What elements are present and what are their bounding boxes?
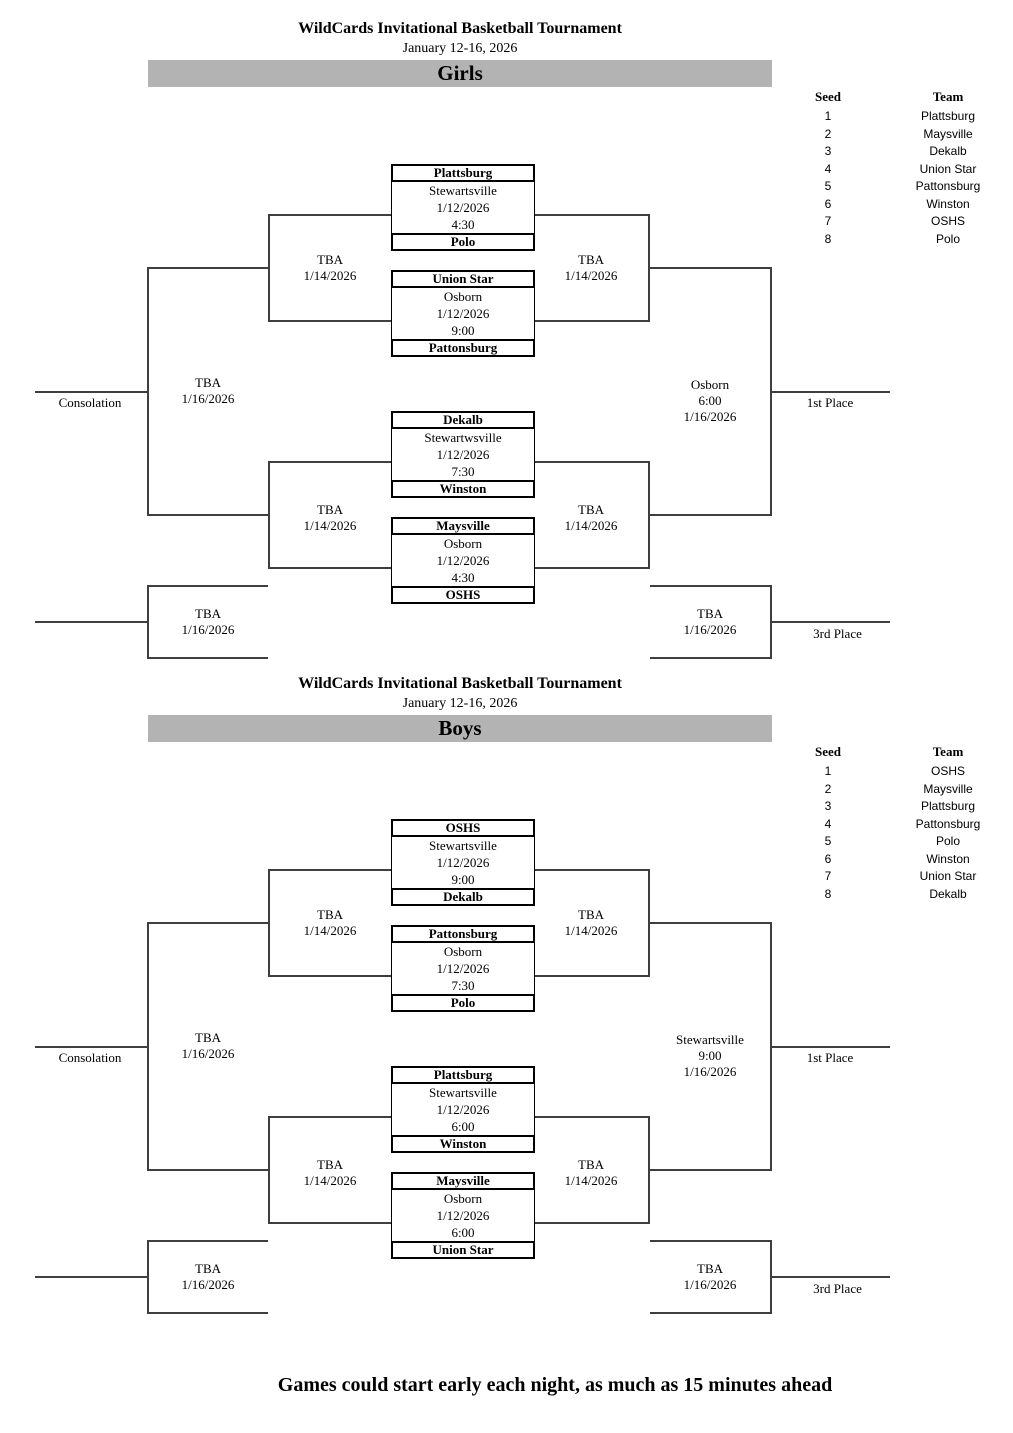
semifinal-label-right-top: [533, 907, 649, 939]
bracket-line: [535, 975, 650, 977]
bracket-line: [35, 1276, 149, 1278]
game-box: [391, 925, 535, 1012]
seed-number: 1: [824, 764, 832, 778]
seed-number: 6: [824, 196, 832, 211]
consolation-final-label: [149, 375, 267, 407]
bottom-team-bar: Dekalb: [391, 888, 535, 906]
seed-row: [783, 886, 1013, 904]
bracket-line: [147, 922, 268, 924]
game-date: 1/16/2026: [181, 1046, 235, 1061]
game-info: [391, 1190, 535, 1241]
division-banner: [148, 715, 772, 742]
bracket-line: [770, 621, 890, 623]
game-date: 1/16/2026: [181, 622, 235, 637]
top-team-bar: Maysville: [391, 517, 535, 535]
seed-row: [783, 798, 1013, 816]
seed-number: 5: [824, 834, 832, 848]
game-date: 1/12/2026: [436, 1102, 490, 1117]
fifth-place-game-label: [149, 1261, 267, 1293]
seed-team: Dekalb: [929, 886, 967, 901]
tournament-dates: January 12-16, 2026: [402, 696, 518, 711]
bracket-line: [650, 1169, 772, 1171]
bracket-line: [650, 1240, 772, 1242]
game-venue: Osborn: [690, 377, 730, 392]
seed-team: Union Star: [919, 869, 977, 883]
bracket-line: [268, 1116, 391, 1118]
bottom-team-bar: Pattonsburg: [391, 339, 535, 357]
game-date: 1/12/2026: [436, 306, 490, 321]
seed-number: 3: [824, 799, 832, 813]
tournament-title: WildCards Invitational Basketball Tournament: [298, 20, 622, 37]
seed-team: Winston: [926, 196, 970, 211]
seed-number: 7: [824, 214, 832, 228]
game-box: [391, 411, 535, 498]
seed-row: [783, 178, 1013, 196]
seed-team: Maysville: [923, 126, 973, 141]
semifinal-label-left-top: [270, 252, 390, 284]
consolation-label: Consolation: [58, 1050, 122, 1065]
game-time: 9:00: [451, 872, 475, 887]
game-status: TBA: [195, 375, 221, 390]
game-status: TBA: [578, 502, 604, 517]
bracket-line: [268, 461, 391, 463]
semifinal-label-left-bottom: [270, 1157, 390, 1189]
game-date: 1/12/2026: [436, 855, 490, 870]
bracket-line: [268, 1222, 391, 1224]
game-info: [391, 535, 535, 586]
game-venue: Stewartwsville: [424, 430, 502, 445]
consolation-label: Consolation: [58, 395, 122, 410]
bottom-team-bar: Winston: [391, 480, 535, 498]
seed-team: Plattsburg: [920, 799, 976, 813]
game-venue: Stewartsville: [429, 183, 497, 198]
game-date: 1/16/2026: [683, 622, 737, 637]
seed-table-header: [783, 743, 1013, 763]
seed-row: [783, 763, 1013, 781]
game-date: 1/14/2026: [564, 518, 618, 533]
third-place-label: 3rd Place: [813, 1281, 862, 1296]
championship-label: [650, 377, 770, 425]
seed-team: OSHS: [930, 214, 965, 228]
top-team-bar: Pattonsburg: [391, 925, 535, 943]
bracket-line: [650, 514, 772, 516]
consolation-final-label: [149, 1030, 267, 1062]
game-venue: Osborn: [443, 1191, 483, 1206]
bottom-team-bar: Union Star: [391, 1241, 535, 1259]
game-box: [391, 819, 535, 906]
seed-number: 4: [824, 161, 832, 176]
first-place-label: 1st Place: [806, 1050, 854, 1065]
game-date: 1/14/2026: [564, 1173, 618, 1188]
game-date: 1/16/2026: [683, 409, 737, 424]
seed-number: 7: [824, 869, 832, 883]
seed-row: [783, 196, 1013, 214]
first-place-label: 1st Place: [806, 395, 854, 410]
game-info: [391, 943, 535, 994]
game-status: TBA: [195, 1030, 221, 1045]
game-status: TBA: [317, 907, 343, 922]
bracket-line: [535, 869, 650, 871]
third-place-label: 3rd Place: [813, 626, 862, 641]
semifinal-label-left-bottom: [270, 502, 390, 534]
seed-row: [783, 231, 1013, 249]
bottom-team-bar: Winston: [391, 1135, 535, 1153]
semifinal-label-left-top: [270, 907, 390, 939]
girls-bracket-section: [0, 0, 1013, 660]
game-info: [391, 837, 535, 888]
game-date: 1/16/2026: [683, 1064, 737, 1079]
championship-label: [650, 1032, 770, 1080]
top-team-bar: OSHS: [391, 819, 535, 837]
game-time: 7:30: [451, 464, 475, 479]
tournament-title: WildCards Invitational Basketball Tournament: [298, 675, 622, 692]
seed-number: 3: [824, 144, 832, 158]
seed-table: [783, 88, 1013, 248]
seed-team: Union Star: [919, 161, 977, 176]
game-venue: Stewartsville: [429, 1085, 497, 1100]
bottom-team-bar: Polo: [391, 994, 535, 1012]
game-status: TBA: [578, 907, 604, 922]
bracket-line: [650, 1312, 772, 1314]
game-date: 1/12/2026: [436, 553, 490, 568]
bracket-line: [535, 1222, 650, 1224]
game-venue: Osborn: [443, 289, 483, 304]
game-info: [391, 182, 535, 233]
top-team-bar: Dekalb: [391, 411, 535, 429]
bracket-line: [770, 1046, 890, 1048]
bracket-line: [650, 922, 772, 924]
game-date: 1/12/2026: [436, 1208, 490, 1223]
seed-number: 1: [824, 109, 832, 123]
game-date: 1/12/2026: [436, 961, 490, 976]
seed-team: Plattsburg: [920, 109, 976, 123]
bottom-team-bar: OSHS: [391, 586, 535, 604]
seed-number: 8: [824, 886, 832, 901]
game-date: 1/14/2026: [303, 1173, 357, 1188]
seed-number: 2: [824, 781, 832, 796]
bracket-line: [147, 585, 268, 587]
bracket-line: [35, 391, 149, 393]
seed-row: [783, 781, 1013, 799]
semifinal-label-right-top: [533, 252, 649, 284]
division-title: Boys: [438, 716, 482, 740]
game-status: TBA: [195, 606, 221, 621]
seed-number: 6: [824, 851, 832, 866]
seed-row: [783, 868, 1013, 886]
game-date: 1/16/2026: [683, 1277, 737, 1292]
seed-team: Winston: [926, 851, 970, 866]
game-venue: Osborn: [443, 944, 483, 959]
seed-team: Pattonsburg: [915, 816, 981, 831]
seed-row: [783, 143, 1013, 161]
game-time: 4:30: [451, 570, 475, 585]
bracket-line: [147, 1240, 268, 1242]
top-team-bar: Maysville: [391, 1172, 535, 1190]
game-status: TBA: [697, 1261, 723, 1276]
game-info: [391, 429, 535, 480]
seed-row: [783, 213, 1013, 231]
bracket-line: [35, 621, 149, 623]
bracket-line: [650, 585, 772, 587]
third-place-game-label: [650, 606, 770, 638]
fifth-place-game-label: [149, 606, 267, 638]
game-box: [391, 1172, 535, 1259]
division-banner: [148, 60, 772, 87]
game-status: TBA: [317, 1157, 343, 1172]
bracket-line: [268, 975, 391, 977]
game-info: [391, 288, 535, 339]
seed-column-header: Seed: [815, 89, 841, 104]
game-time: 9:00: [698, 1048, 722, 1063]
seed-table: [783, 743, 1013, 903]
game-date: 1/16/2026: [181, 1277, 235, 1292]
team-column-header: Team: [932, 744, 964, 759]
seed-team: Dekalb: [929, 144, 967, 158]
seed-row: [783, 108, 1013, 126]
seed-row: [783, 816, 1013, 834]
top-team-bar: Union Star: [391, 270, 535, 288]
game-date: 1/16/2026: [181, 391, 235, 406]
bracket-line: [535, 320, 650, 322]
game-time: 6:00: [451, 1119, 475, 1134]
top-team-bar: Plattsburg: [391, 164, 535, 182]
game-date: 1/12/2026: [436, 447, 490, 462]
seed-number: 2: [824, 126, 832, 141]
game-box: [391, 164, 535, 251]
bracket-line: [535, 1116, 650, 1118]
game-time: 9:00: [451, 323, 475, 338]
bracket-line: [770, 391, 890, 393]
bottom-team-bar: Polo: [391, 233, 535, 251]
seed-team: Polo: [935, 834, 961, 848]
game-time: 4:30: [451, 217, 475, 232]
bracket-line: [147, 1312, 268, 1314]
seed-number: 5: [824, 179, 832, 193]
footer-note: Games could start early each night, as much as 15 minutes ahead: [277, 1374, 833, 1396]
third-place-game-label: [650, 1261, 770, 1293]
game-time: 6:00: [451, 1225, 475, 1240]
seed-column-header: Seed: [815, 744, 841, 759]
game-date: 1/12/2026: [436, 200, 490, 215]
game-date: 1/14/2026: [303, 268, 357, 283]
game-status: TBA: [578, 252, 604, 267]
bracket-line: [268, 869, 391, 871]
bracket-line: [35, 1046, 149, 1048]
seed-row: [783, 851, 1013, 869]
semifinal-label-right-bottom: [533, 1157, 649, 1189]
bracket-line: [147, 1169, 268, 1171]
seed-table-header: [783, 88, 1013, 108]
game-box: [391, 270, 535, 357]
semifinal-label-right-bottom: [533, 502, 649, 534]
game-box: [391, 1066, 535, 1153]
game-box: [391, 517, 535, 604]
team-column-header: Team: [932, 89, 964, 104]
seed-team: Maysville: [923, 781, 973, 796]
bracket-line: [147, 514, 268, 516]
game-time: 7:30: [451, 978, 475, 993]
bracket-line: [770, 1276, 890, 1278]
seed-row: [783, 833, 1013, 851]
game-status: TBA: [317, 252, 343, 267]
top-team-bar: Plattsburg: [391, 1066, 535, 1084]
bracket-line: [147, 267, 268, 269]
game-venue: Stewartsville: [676, 1032, 744, 1047]
division-title: Girls: [437, 61, 483, 85]
seed-row: [783, 161, 1013, 179]
game-date: 1/14/2026: [564, 268, 618, 283]
game-status: TBA: [697, 606, 723, 621]
seed-team: Polo: [935, 231, 961, 246]
game-status: TBA: [317, 502, 343, 517]
game-date: 1/14/2026: [303, 518, 357, 533]
bracket-line: [650, 267, 772, 269]
game-time: 6:00: [698, 393, 722, 408]
seed-row: [783, 126, 1013, 144]
game-date: 1/14/2026: [564, 923, 618, 938]
boys-bracket-section: [0, 655, 1013, 1315]
game-status: TBA: [195, 1261, 221, 1276]
bracket-line: [268, 320, 391, 322]
seed-number: 4: [824, 816, 832, 831]
game-date: 1/14/2026: [303, 923, 357, 938]
seed-team: OSHS: [930, 764, 965, 778]
bracket-line: [535, 214, 650, 216]
seed-team: Pattonsburg: [915, 179, 981, 193]
game-info: [391, 1084, 535, 1135]
game-venue: Osborn: [443, 536, 483, 551]
game-venue: Stewartsville: [429, 838, 497, 853]
bracket-line: [535, 461, 650, 463]
seed-number: 8: [824, 231, 832, 246]
bracket-line: [268, 567, 391, 569]
game-status: TBA: [578, 1157, 604, 1172]
bracket-line: [268, 214, 391, 216]
bracket-line: [535, 567, 650, 569]
tournament-dates: January 12-16, 2026: [402, 41, 518, 56]
